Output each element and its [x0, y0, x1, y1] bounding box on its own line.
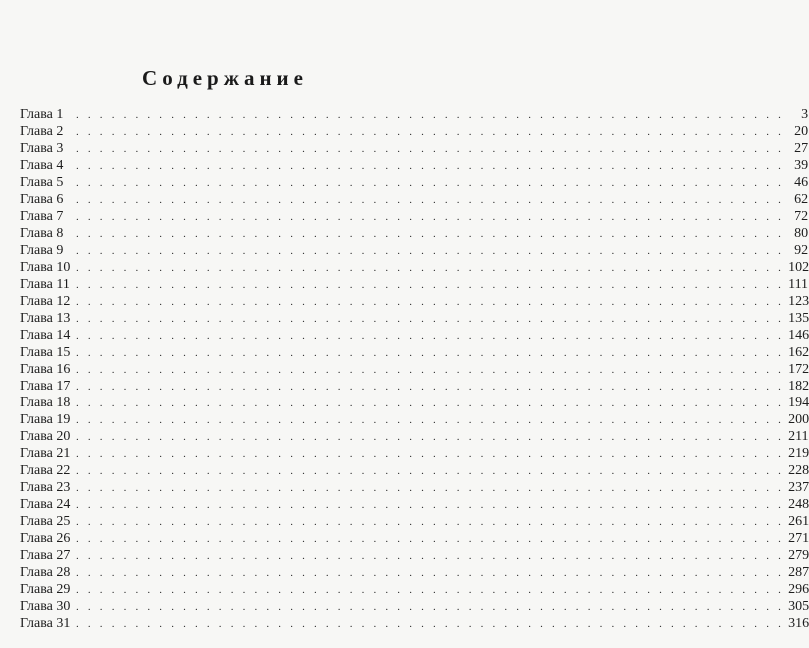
page-number: 92: [794, 242, 809, 258]
chapter-label: Глава 16: [20, 361, 71, 377]
toc-entry[interactable]: [20, 615, 809, 632]
toc-entry[interactable]: [20, 479, 809, 496]
page-number: 200: [788, 412, 809, 428]
toc-entry[interactable]: [20, 462, 809, 479]
chapter-label: Глава 3: [20, 140, 64, 156]
chapter-label: Глава 11: [20, 276, 70, 292]
chapter-label: Глава 18: [20, 395, 71, 411]
toc-entry[interactable]: [20, 191, 809, 208]
dot-leader: . . . . . . . . . . . . . . . . . . . . . . . . . . . . . . . . . . . . . . . . . . . . . . . . . . . . . . . . . . . .: [76, 533, 785, 546]
page-number: 172: [788, 361, 809, 377]
page-number: 162: [788, 344, 809, 360]
dot-leader: . . . . . . . . . . . . . . . . . . . . . . . . . . . . . . . . . . . . . . . . . . . . . . . . . . . . . . . . . . . .: [76, 499, 785, 512]
dot-leader: . . . . . . . . . . . . . . . . . . . . . . . . . . . . . . . . . . . . . . . . . . . . . . . . . . . . . . . . . . . .: [76, 244, 785, 257]
dot-leader: . . . . . . . . . . . . . . . . . . . . . . . . . . . . . . . . . . . . . . . . . . . . . . . . . . . . . . . . . . . .: [76, 176, 785, 189]
toc-entry[interactable]: [20, 564, 809, 581]
toc-entry[interactable]: [20, 123, 809, 140]
chapter-label: Глава 10: [20, 259, 71, 275]
dot-leader: . . . . . . . . . . . . . . . . . . . . . . . . . . . . . . . . . . . . . . . . . . . . . . . . . . . . . . . . . . . .: [76, 210, 785, 223]
toc-entry[interactable]: [20, 208, 809, 225]
chapter-label: Глава 6: [20, 191, 64, 207]
chapter-label: Глава 17: [20, 378, 71, 394]
toc-entry[interactable]: [20, 344, 809, 361]
dot-leader: . . . . . . . . . . . . . . . . . . . . . . . . . . . . . . . . . . . . . . . . . . . . . . . . . . . . . . . . . . . .: [76, 567, 785, 580]
page-number: 194: [788, 395, 809, 411]
page-number: 219: [788, 446, 809, 462]
toc-entry[interactable]: [20, 411, 809, 428]
dot-leader: . . . . . . . . . . . . . . . . . . . . . . . . . . . . . . . . . . . . . . . . . . . . . . . . . . . . . . . . . . . .: [76, 346, 785, 359]
toc-entry[interactable]: [20, 530, 809, 547]
toc-entry[interactable]: [20, 140, 809, 157]
toc-entry[interactable]: [20, 513, 809, 530]
chapter-label: Глава 5: [20, 174, 64, 190]
dot-leader: . . . . . . . . . . . . . . . . . . . . . . . . . . . . . . . . . . . . . . . . . . . . . . . . . . . . . . . . . . . .: [76, 516, 785, 529]
dot-leader: . . . . . . . . . . . . . . . . . . . . . . . . . . . . . . . . . . . . . . . . . . . . . . . . . . . . . . . . . . . .: [76, 448, 785, 461]
page-number: 111: [788, 276, 809, 292]
page-number: 3: [801, 107, 809, 122]
dot-leader: . . . . . . . . . . . . . . . . . . . . . . . . . . . . . . . . . . . . . . . . . . . . . . . . . . . . . . . . . . . .: [76, 465, 785, 478]
chapter-label: Глава 23: [20, 480, 71, 496]
page-number: 261: [788, 514, 809, 530]
page-number: 20: [794, 123, 809, 139]
chapter-label: Глава 25: [20, 514, 71, 530]
dot-leader: . . . . . . . . . . . . . . . . . . . . . . . . . . . . . . . . . . . . . . . . . . . . . . . . . . . . . . . . . . . .: [76, 278, 785, 291]
chapter-label: Глава 7: [20, 208, 64, 224]
dot-leader: . . . . . . . . . . . . . . . . . . . . . . . . . . . . . . . . . . . . . . . . . . . . . . . . . . . . . . . . . . . .: [76, 482, 785, 495]
dot-leader: . . . . . . . . . . . . . . . . . . . . . . . . . . . . . . . . . . . . . . . . . . . . . . . . . . . . . . . . . . . .: [76, 584, 785, 597]
dot-leader: . . . . . . . . . . . . . . . . . . . . . . . . . . . . . . . . . . . . . . . . . . . . . . . . . . . . . . . . . . . .: [76, 550, 785, 563]
dot-leader: . . . . . . . . . . . . . . . . . . . . . . . . . . . . . . . . . . . . . . . . . . . . . . . . . . . . . . . . . . . .: [76, 397, 785, 410]
chapter-label: Глава 20: [20, 429, 71, 445]
page-number: 287: [788, 565, 809, 581]
page-number: 211: [788, 429, 809, 445]
page-number: 46: [794, 174, 809, 190]
page-number: 296: [788, 582, 809, 598]
page-number: 123: [788, 293, 809, 309]
toc-entry[interactable]: [20, 361, 809, 378]
dot-leader: . . . . . . . . . . . . . . . . . . . . . . . . . . . . . . . . . . . . . . . . . . . . . . . . . . . . . . . . . . . .: [76, 414, 785, 427]
dot-leader: . . . . . . . . . . . . . . . . . . . . . . . . . . . . . . . . . . . . . . . . . . . . . . . . . . . . . . . . . . . .: [76, 142, 785, 155]
toc-entry[interactable]: [20, 598, 809, 615]
toc-entry[interactable]: [20, 157, 809, 174]
page-number: 237: [788, 480, 809, 496]
toc-entry[interactable]: [20, 106, 809, 123]
chapter-label: Глава 19: [20, 412, 71, 428]
dot-leader: . . . . . . . . . . . . . . . . . . . . . . . . . . . . . . . . . . . . . . . . . . . . . . . . . . . . . . . . . . . .: [76, 125, 785, 138]
page-number: 102: [788, 259, 809, 275]
toc-entry[interactable]: [20, 310, 809, 327]
page-number: 72: [794, 208, 809, 224]
chapter-label: Глава 12: [20, 293, 71, 309]
dot-leader: . . . . . . . . . . . . . . . . . . . . . . . . . . . . . . . . . . . . . . . . . . . . . . . . . . . . . . . . . . . .: [76, 159, 785, 172]
page-number: 316: [788, 616, 809, 632]
toc-entry[interactable]: [20, 547, 809, 564]
table-of-contents: [20, 106, 809, 632]
page-number: 135: [788, 310, 809, 326]
chapter-label: Глава 4: [20, 157, 64, 173]
toc-entry[interactable]: [20, 174, 809, 191]
dot-leader: . . . . . . . . . . . . . . . . . . . . . . . . . . . . . . . . . . . . . . . . . . . . . . . . . . . . . . . . . . . .: [76, 380, 785, 393]
page-number: 305: [788, 599, 809, 615]
page-number: 248: [788, 497, 809, 513]
page-number: 182: [788, 378, 809, 394]
page-title: Содержание: [142, 66, 308, 90]
chapter-label: Глава 29: [20, 582, 71, 598]
dot-leader: . . . . . . . . . . . . . . . . . . . . . . . . . . . . . . . . . . . . . . . . . . . . . . . . . . . . . . . . . . . .: [76, 193, 785, 206]
dot-leader: . . . . . . . . . . . . . . . . . . . . . . . . . . . . . . . . . . . . . . . . . . . . . . . . . . . . . . . . . . . .: [76, 227, 785, 240]
toc-entry[interactable]: [20, 394, 809, 411]
chapter-label: Глава 22: [20, 463, 71, 479]
chapter-label: Глава 8: [20, 225, 64, 241]
dot-leader: . . . . . . . . . . . . . . . . . . . . . . . . . . . . . . . . . . . . . . . . . . . . . . . . . . . . . . . . . . . .: [76, 601, 785, 614]
toc-entry[interactable]: [20, 259, 809, 276]
chapter-label: Глава 14: [20, 327, 71, 343]
chapter-label: Глава 15: [20, 344, 71, 360]
dot-leader: . . . . . . . . . . . . . . . . . . . . . . . . . . . . . . . . . . . . . . . . . . . . . . . . . . . . . . . . . . . .: [76, 329, 785, 342]
dot-leader: . . . . . . . . . . . . . . . . . . . . . . . . . . . . . . . . . . . . . . . . . . . . . . . . . . . . . . . . . . . .: [76, 109, 785, 121]
chapter-label: Глава 28: [20, 565, 71, 581]
toc-entry[interactable]: [20, 496, 809, 513]
dot-leader: . . . . . . . . . . . . . . . . . . . . . . . . . . . . . . . . . . . . . . . . . . . . . . . . . . . . . . . . . . . .: [76, 618, 785, 631]
toc-entry[interactable]: [20, 378, 809, 395]
chapter-label: Глава 1: [20, 107, 64, 122]
toc-entry[interactable]: [20, 293, 809, 310]
chapter-label: Глава 30: [20, 599, 71, 615]
toc-entry[interactable]: [20, 276, 809, 293]
toc-entry[interactable]: [20, 327, 809, 344]
page-number: 146: [788, 327, 809, 343]
toc-entry[interactable]: [20, 445, 809, 462]
chapter-label: Глава 27: [20, 548, 71, 564]
toc-entry[interactable]: [20, 428, 809, 445]
dot-leader: . . . . . . . . . . . . . . . . . . . . . . . . . . . . . . . . . . . . . . . . . . . . . . . . . . . . . . . . . . . .: [76, 431, 785, 444]
chapter-label: Глава 21: [20, 446, 71, 462]
dot-leader: . . . . . . . . . . . . . . . . . . . . . . . . . . . . . . . . . . . . . . . . . . . . . . . . . . . . . . . . . . . .: [76, 261, 785, 274]
page-number: 39: [794, 157, 809, 173]
toc-entry[interactable]: [20, 581, 809, 598]
page-number: 80: [794, 225, 809, 241]
chapter-label: Глава 13: [20, 310, 71, 326]
page-number: 27: [794, 140, 809, 156]
chapter-label: Глава 9: [20, 242, 64, 258]
toc-entry[interactable]: [20, 242, 809, 259]
toc-entry[interactable]: [20, 225, 809, 242]
chapter-label: Глава 26: [20, 531, 71, 547]
dot-leader: . . . . . . . . . . . . . . . . . . . . . . . . . . . . . . . . . . . . . . . . . . . . . . . . . . . . . . . . . . . .: [76, 312, 785, 325]
page-number: 228: [788, 463, 809, 479]
page-number: 279: [788, 548, 809, 564]
chapter-label: Глава 24: [20, 497, 71, 513]
dot-leader: . . . . . . . . . . . . . . . . . . . . . . . . . . . . . . . . . . . . . . . . . . . . . . . . . . . . . . . . . . . .: [76, 295, 785, 308]
chapter-label: Глава 31: [20, 616, 71, 632]
page-number: 271: [788, 531, 809, 547]
page-number: 62: [794, 191, 809, 207]
dot-leader: . . . . . . . . . . . . . . . . . . . . . . . . . . . . . . . . . . . . . . . . . . . . . . . . . . . . . . . . . . . .: [76, 363, 785, 376]
chapter-label: Глава 2: [20, 123, 64, 139]
